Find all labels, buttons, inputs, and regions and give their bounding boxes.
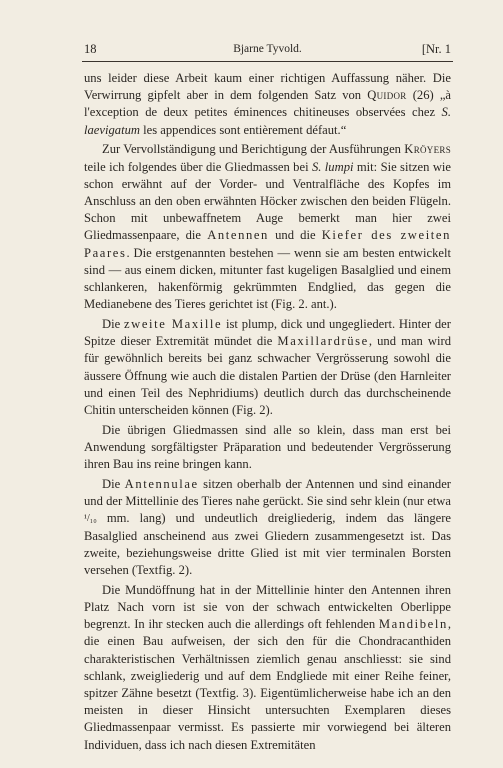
- text-run: mm. lang) und undeutlich dreigliederig, indem das längere Basalglied anscheinend aus zwei Gliedern zusammengesetzt ist. Das zweite, beziehungsweise dritte Glied ist mit vier terminalen Borsten versehen (Textfig. 2).: [84, 511, 451, 578]
- text-run: Die: [102, 477, 125, 492]
- paragraph-5: [84, 476, 451, 579]
- text-run: , die einen Bau aufweisen, der sich den für die Chondracanthiden charakteristischen Verhältnissen ziemlich genau anschliesst: sie sind schlank, zweigliederig und auf dem Endgliede mit einer Reihe feiner, spitzer Zähne besetzt (Textfig. 3). Eigentümlicherweise habe ich an den meisten in dieser Hinsicht untersuchten Exemplaren dieses Gliedmassenpaar vermisst. Es passierte mir vorwiegend bei älteren Individuen, dass ich nach diesen Extremitäten: [84, 617, 451, 752]
- page-number: 18: [84, 42, 97, 56]
- species-name: S. lumpi: [311, 159, 354, 174]
- text-run: les appendices sont entièrement défaut.“: [139, 122, 347, 137]
- text-run: teile ich folgendes über die Gliedmassen bei: [84, 159, 312, 174]
- text-run: ist plump, dick und ungegliedert. Hinter der Spitze dieser Extremität mündet die: [84, 317, 451, 349]
- spaced-term: Antennulae: [124, 477, 199, 492]
- text-run: Die übrigen Gliedmassen sind alle so klein, dass man erst bei Anwendung sorgfältigster Präparation und bedeutender Vergrösserung ihren Bau ins reine bringen kann.: [84, 422, 451, 472]
- header-rule: [82, 61, 453, 62]
- species-name: S. laevigatum: [84, 105, 451, 137]
- text-run: Zur Vervollständigung und Berichtigung der Ausführungen: [102, 142, 405, 157]
- issue-number: [Nr. 1: [421, 42, 451, 56]
- author-name-quidor: Quidor: [367, 88, 407, 103]
- text-run: und die: [268, 228, 322, 243]
- text-run: sitzen oberhalb der Antennen und sind einander und der Mittellinie des Tieres nahe gerückt. Sie sind sehr klein (nur etwa: [84, 477, 451, 509]
- spaced-term: Mandibeln: [378, 617, 448, 632]
- spaced-term: Maxillardrüse: [277, 334, 369, 349]
- spaced-term: Antennen: [207, 228, 269, 243]
- running-author: Bjarne Tyvold.: [233, 43, 302, 55]
- text-run: Die: [102, 317, 124, 332]
- paragraph-2: [84, 141, 451, 313]
- body-text: [84, 70, 451, 756]
- text-run: Die Mundöffnung hat in der Mittellinie hinter den Antennen ihren Platz Nach vorn ist sie von der schwach entwickelten Oberlippe begrenzt. In ihr stecken auch die allerdings oft fehlenden: [84, 582, 451, 632]
- spaced-term: zweite Maxille: [123, 317, 223, 332]
- text-run: (26) „à l'exception de deux petites éminences chitineuses observées chez: [84, 88, 451, 120]
- paragraph-1: [84, 70, 451, 139]
- paragraph-4: [84, 422, 451, 474]
- spaced-term: Kiefer des zweiten Paares: [84, 228, 451, 260]
- text-run: mit: Sie sitzen wie schon erwähnt auf der Vorder- und Ventralfläche des Kopfes im Anschluss an den oben erwähnten Höcker zwischen den beiden Flügeln. Schon mit unbewaffnetem Auge bemerkt man hier zwei Gliedmassenpaare, die: [84, 159, 452, 243]
- paragraph-6: [84, 582, 451, 754]
- paragraph-3: [84, 316, 451, 419]
- fraction: ¹/₁₀: [84, 513, 97, 525]
- text-run: . Die erstgenannten bestehen — wenn sie am besten entwickelt sind — aus einem dicken, mitunter fast kugeligen Basalglied und einem schlankeren, hakenförmig gekrümmten Endglied, das gegen die Medianebene des Tieres gerichtet ist (Fig. 2. ant.).: [84, 245, 451, 312]
- running-header: [84, 40, 451, 58]
- text-run: , und man wird für gewöhnlich bereits bei ganz schwacher Vergrösserung sowohl die äussere Öffnung wie auch die distalen Partien der Drüse (den Harnleiter und einen Teil des Nephridiums) deutlich durch das durchscheinende Chitin unterscheiden können (Fig. 2).: [84, 334, 451, 418]
- author-name-kroyer: Kröyers: [404, 142, 451, 157]
- text-run: uns leider diese Arbeit kaum einer richtigen Auffassung näher. Die Verwirrung gipfelt aber in dem folgenden Satz von: [84, 71, 451, 103]
